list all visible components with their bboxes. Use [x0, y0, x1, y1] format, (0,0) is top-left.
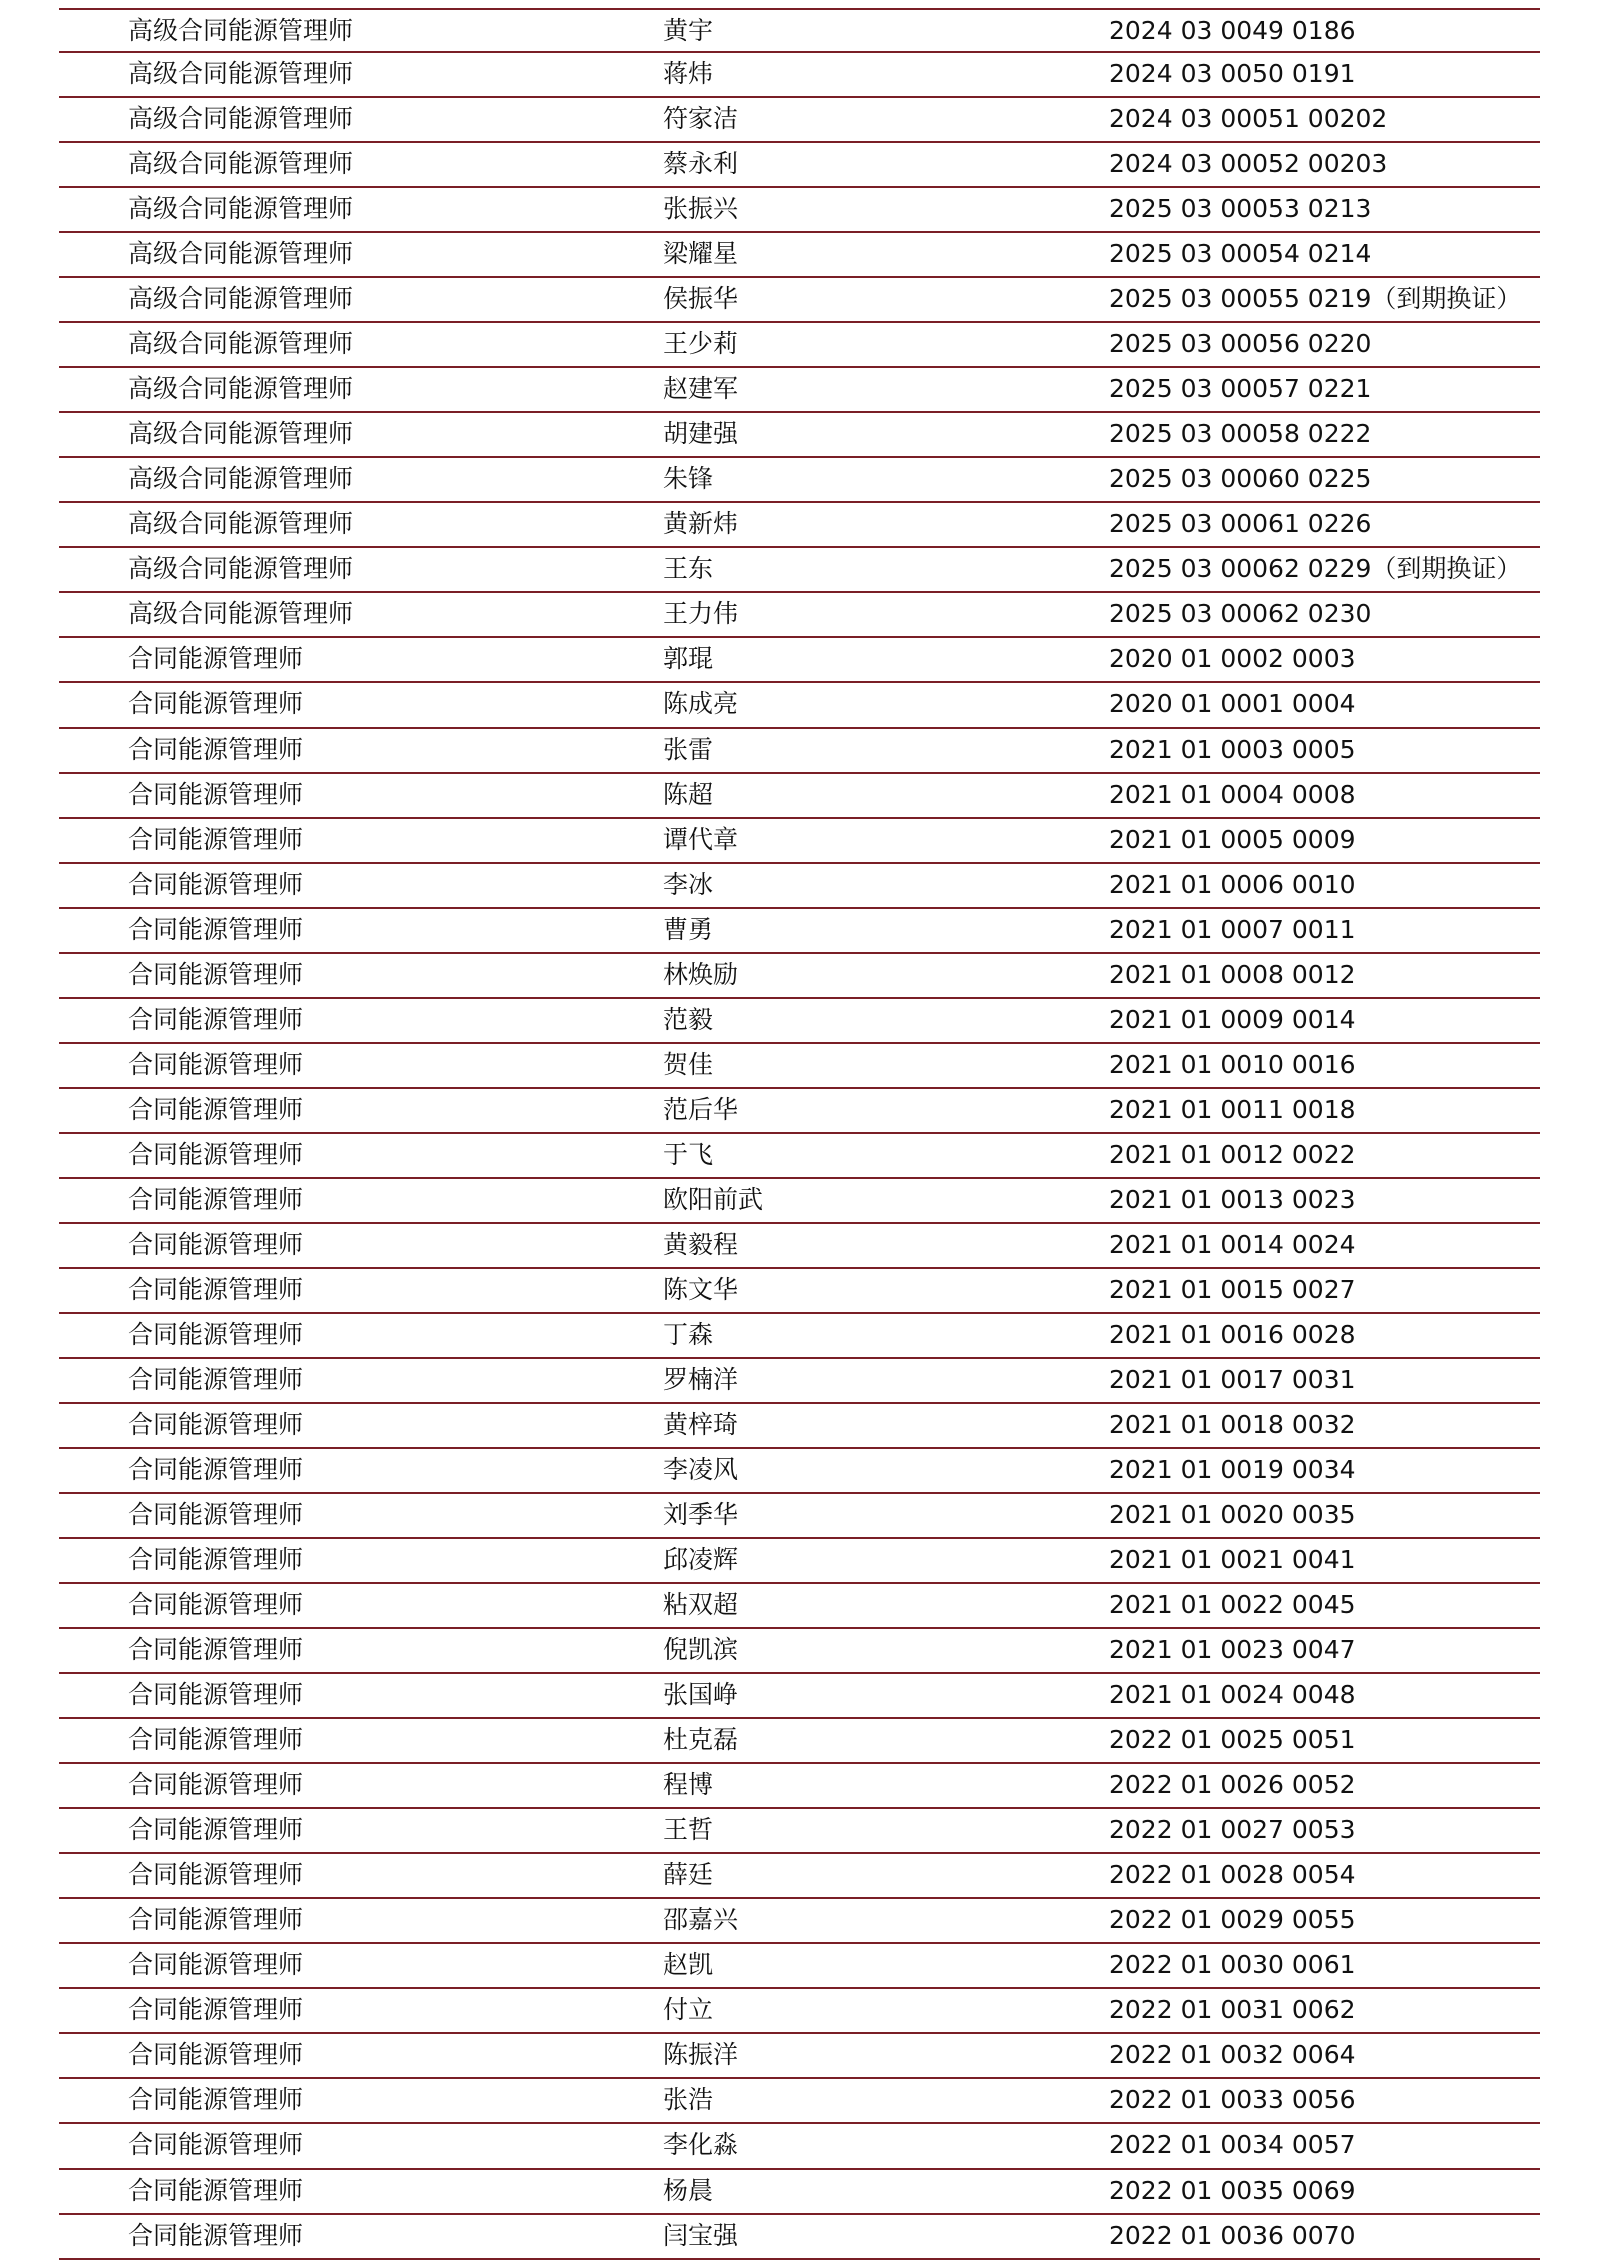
holder-name-cell: 邵嘉兴: [663, 1905, 739, 1935]
table-row: [59, 53, 1540, 98]
table-row: [59, 1809, 1540, 1854]
table-row: [59, 278, 1540, 323]
certificate-number-cell: 2025 03 00058 0222: [1109, 419, 1372, 449]
holder-name-cell: 赵凯: [663, 1950, 714, 1980]
holder-name-cell: 林焕励: [663, 959, 739, 989]
table-row: [59, 1584, 1540, 1629]
holder-name-cell: 黄新炜: [663, 509, 739, 539]
qualification-cell: 合同能源管理师: [128, 1049, 304, 1079]
table-row: [59, 593, 1540, 638]
holder-name-cell: 王少莉: [663, 329, 739, 359]
certificate-number-cell: 2021 01 0016 0028: [1109, 1319, 1356, 1349]
qualification-cell: 合同能源管理师: [128, 2220, 304, 2250]
certificate-table: [59, 8, 1540, 2260]
certificate-number-cell: 2021 01 0003 0005: [1109, 734, 1356, 764]
table-row: [59, 1044, 1540, 1089]
table-row: [59, 503, 1540, 548]
certificate-number-cell: 2021 01 0005 0009: [1109, 824, 1356, 854]
holder-name-cell: 赵建军: [663, 374, 739, 404]
table-row: [59, 548, 1540, 593]
holder-name-cell: 曹勇: [663, 914, 714, 944]
table-row: [59, 909, 1540, 954]
table-row: [59, 1449, 1540, 1494]
holder-name-cell: 粘双超: [663, 1590, 739, 1620]
certificate-number-cell: 2021 01 0015 0027: [1109, 1274, 1356, 1304]
table-row: [59, 458, 1540, 503]
certificate-number-cell: 2022 01 0025 0051: [1109, 1725, 1356, 1755]
certificate-number-cell: 2025 03 00055 0219（到期换证）: [1109, 284, 1522, 314]
holder-name-cell: 付立: [663, 1995, 714, 2025]
qualification-cell: 合同能源管理师: [128, 2130, 304, 2160]
certificate-number-cell: 2024 03 00051 00202: [1109, 104, 1388, 134]
certificate-number-cell: 2022 01 0026 0052: [1109, 1770, 1356, 1800]
holder-name-cell: 符家洁: [663, 104, 739, 134]
holder-name-cell: 王力伟: [663, 599, 739, 629]
holder-name-cell: 闫宝强: [663, 2220, 739, 2250]
table-row: [59, 1179, 1540, 1224]
qualification-cell: 合同能源管理师: [128, 2040, 304, 2070]
table-row: [59, 819, 1540, 864]
certificate-number-cell: 2022 01 0036 0070: [1109, 2220, 1356, 2250]
certificate-number-cell: 2025 03 00062 0230: [1109, 599, 1372, 629]
holder-name-cell: 张浩: [663, 2085, 714, 2115]
qualification-cell: 合同能源管理师: [128, 1635, 304, 1665]
holder-name-cell: 丁森: [663, 1319, 714, 1349]
table-row: [59, 1359, 1540, 1404]
table-row: [59, 1674, 1540, 1719]
certificate-number-cell: 2020 01 0001 0004: [1109, 689, 1356, 719]
table-row: [59, 864, 1540, 909]
qualification-cell: 高级合同能源管理师: [128, 239, 354, 269]
qualification-cell: 合同能源管理师: [128, 1319, 304, 1349]
table-row: [59, 2170, 1540, 2215]
certificate-number-cell: 2022 01 0031 0062: [1109, 1995, 1356, 2025]
holder-name-cell: 蒋炜: [663, 59, 714, 89]
holder-name-cell: 贺佳: [663, 1049, 714, 1079]
holder-name-cell: 胡建强: [663, 419, 739, 449]
certificate-number-cell: 2025 03 00061 0226: [1109, 509, 1372, 539]
holder-name-cell: 张雷: [663, 734, 714, 764]
table-row: [59, 368, 1540, 413]
certificate-number-cell: 2021 01 0004 0008: [1109, 779, 1356, 809]
table-row: [59, 954, 1540, 999]
holder-name-cell: 王东: [663, 554, 714, 584]
certificate-number-cell: 2021 01 0010 0016: [1109, 1049, 1356, 1079]
certificate-number-cell: 2021 01 0008 0012: [1109, 959, 1356, 989]
certificate-number-cell: 2022 01 0029 0055: [1109, 1905, 1356, 1935]
qualification-cell: 合同能源管理师: [128, 1770, 304, 1800]
table-row: [59, 2079, 1540, 2124]
certificate-number-cell: 2025 03 00053 0213: [1109, 194, 1372, 224]
table-row: [59, 1989, 1540, 2034]
holder-name-cell: 欧阳前武: [663, 1184, 764, 1214]
qualification-cell: 合同能源管理师: [128, 1184, 304, 1214]
qualification-cell: 合同能源管理师: [128, 1680, 304, 1710]
certificate-number-cell: 2021 01 0006 0010: [1109, 869, 1356, 899]
qualification-cell: 合同能源管理师: [128, 1995, 304, 2025]
certificate-number-cell: 2024 03 00052 00203: [1109, 149, 1388, 179]
holder-name-cell: 陈文华: [663, 1274, 739, 1304]
table-row: [59, 1539, 1540, 1584]
qualification-cell: 高级合同能源管理师: [128, 554, 354, 584]
holder-name-cell: 范后华: [663, 1094, 739, 1124]
certificate-number-cell: 2021 01 0007 0011: [1109, 914, 1356, 944]
qualification-cell: 合同能源管理师: [128, 1815, 304, 1845]
table-row: [59, 413, 1540, 458]
qualification-cell: 合同能源管理师: [128, 824, 304, 854]
table-row: [59, 2215, 1540, 2260]
table-row: [59, 1269, 1540, 1314]
qualification-cell: 高级合同能源管理师: [128, 419, 354, 449]
table-row: [59, 233, 1540, 278]
certificate-number-cell: 2024 03 0049 0186: [1109, 16, 1356, 45]
table-row: [59, 143, 1540, 188]
table-row: [59, 1854, 1540, 1899]
table-row: [59, 729, 1540, 774]
qualification-cell: 合同能源管理师: [128, 1364, 304, 1394]
qualification-cell: 合同能源管理师: [128, 2085, 304, 2115]
qualification-cell: 合同能源管理师: [128, 1229, 304, 1259]
qualification-cell: 合同能源管理师: [128, 959, 304, 989]
qualification-cell: 高级合同能源管理师: [128, 59, 354, 89]
table-row: [59, 1224, 1540, 1269]
holder-name-cell: 李冰: [663, 869, 714, 899]
certificate-number-cell: 2022 01 0033 0056: [1109, 2085, 1356, 2115]
table-row: [59, 1134, 1540, 1179]
holder-name-cell: 朱锋: [663, 464, 714, 494]
qualification-cell: 高级合同能源管理师: [128, 149, 354, 179]
table-row: [59, 683, 1540, 728]
holder-name-cell: 黄毅程: [663, 1229, 739, 1259]
holder-name-cell: 薛廷: [663, 1860, 714, 1890]
qualification-cell: 高级合同能源管理师: [128, 16, 354, 45]
qualification-cell: 高级合同能源管理师: [128, 599, 354, 629]
qualification-cell: 合同能源管理师: [128, 1139, 304, 1169]
certificate-number-cell: 2020 01 0002 0003: [1109, 644, 1356, 674]
qualification-cell: 高级合同能源管理师: [128, 329, 354, 359]
qualification-cell: 合同能源管理师: [128, 1860, 304, 1890]
certificate-number-cell: 2025 03 00056 0220: [1109, 329, 1372, 359]
qualification-cell: 合同能源管理师: [128, 1274, 304, 1304]
table-row: [59, 323, 1540, 368]
holder-name-cell: 张国峥: [663, 1680, 739, 1710]
certificate-number-cell: 2021 01 0022 0045: [1109, 1590, 1356, 1620]
certificate-number-cell: 2021 01 0023 0047: [1109, 1635, 1356, 1665]
qualification-cell: 合同能源管理师: [128, 914, 304, 944]
qualification-cell: 高级合同能源管理师: [128, 194, 354, 224]
qualification-cell: 合同能源管理师: [128, 1950, 304, 1980]
qualification-cell: 合同能源管理师: [128, 1545, 304, 1575]
certificate-number-cell: 2021 01 0009 0014: [1109, 1004, 1356, 1034]
certificate-number-cell: 2022 01 0035 0069: [1109, 2175, 1356, 2205]
certificate-number-cell: 2021 01 0018 0032: [1109, 1409, 1356, 1439]
certificate-number-cell: 2021 01 0017 0031: [1109, 1364, 1356, 1394]
table-row: [59, 188, 1540, 233]
certificate-number-cell: 2021 01 0012 0022: [1109, 1139, 1356, 1169]
certificate-number-cell: 2021 01 0024 0048: [1109, 1680, 1356, 1710]
qualification-cell: 高级合同能源管理师: [128, 104, 354, 134]
qualification-cell: 高级合同能源管理师: [128, 284, 354, 314]
holder-name-cell: 罗楠洋: [663, 1364, 739, 1394]
holder-name-cell: 蔡永利: [663, 149, 739, 179]
holder-name-cell: 陈成亮: [663, 689, 739, 719]
qualification-cell: 合同能源管理师: [128, 1590, 304, 1620]
table-row: [59, 1764, 1540, 1809]
certificate-number-cell: 2022 01 0027 0053: [1109, 1815, 1356, 1845]
certificate-number-cell: 2021 01 0019 0034: [1109, 1455, 1356, 1484]
qualification-cell: 合同能源管理师: [128, 1409, 304, 1439]
qualification-cell: 合同能源管理师: [128, 1455, 304, 1484]
certificate-number-cell: 2025 03 00057 0221: [1109, 374, 1372, 404]
table-row: [59, 999, 1540, 1044]
certificate-number-cell: 2021 01 0013 0023: [1109, 1184, 1356, 1214]
table-row: [59, 1404, 1540, 1449]
table-row: [59, 1899, 1540, 1944]
holder-name-cell: 于飞: [663, 1139, 714, 1169]
holder-name-cell: 谭代章: [663, 824, 739, 854]
qualification-cell: 合同能源管理师: [128, 779, 304, 809]
certificate-number-cell: 2025 03 00054 0214: [1109, 239, 1372, 269]
table-row: [59, 8, 1540, 53]
holder-name-cell: 黄宇: [663, 16, 714, 45]
qualification-cell: 高级合同能源管理师: [128, 374, 354, 404]
qualification-cell: 合同能源管理师: [128, 1004, 304, 1034]
certificate-number-cell: 2022 01 0028 0054: [1109, 1860, 1356, 1890]
qualification-cell: 高级合同能源管理师: [128, 509, 354, 539]
certificate-number-cell: 2022 01 0030 0061: [1109, 1950, 1356, 1980]
certificate-number-cell: 2025 03 00062 0229（到期换证）: [1109, 554, 1522, 584]
table-row: [59, 1494, 1540, 1539]
qualification-cell: 合同能源管理师: [128, 869, 304, 899]
holder-name-cell: 王哲: [663, 1815, 714, 1845]
holder-name-cell: 梁耀星: [663, 239, 739, 269]
qualification-cell: 合同能源管理师: [128, 644, 304, 674]
holder-name-cell: 程博: [663, 1770, 714, 1800]
holder-name-cell: 李凌风: [663, 1455, 739, 1484]
table-row: [59, 2034, 1540, 2079]
holder-name-cell: 范毅: [663, 1004, 714, 1034]
table-row: [59, 2124, 1540, 2169]
holder-name-cell: 侯振华: [663, 284, 739, 314]
certificate-number-cell: 2021 01 0021 0041: [1109, 1545, 1356, 1575]
certificate-number-cell: 2025 03 00060 0225: [1109, 464, 1372, 494]
holder-name-cell: 郭琨: [663, 644, 714, 674]
certificate-number-cell: 2021 01 0014 0024: [1109, 1229, 1356, 1259]
holder-name-cell: 杜克磊: [663, 1725, 739, 1755]
table-row: [59, 1719, 1540, 1764]
qualification-cell: 合同能源管理师: [128, 1094, 304, 1124]
qualification-cell: 合同能源管理师: [128, 1500, 304, 1530]
holder-name-cell: 邱凌辉: [663, 1545, 739, 1575]
qualification-cell: 高级合同能源管理师: [128, 464, 354, 494]
certificate-number-cell: 2024 03 0050 0191: [1109, 59, 1356, 89]
certificate-number-cell: 2022 01 0032 0064: [1109, 2040, 1356, 2070]
holder-name-cell: 刘季华: [663, 1500, 739, 1530]
holder-name-cell: 陈超: [663, 779, 714, 809]
qualification-cell: 合同能源管理师: [128, 734, 304, 764]
qualification-cell: 合同能源管理师: [128, 1725, 304, 1755]
holder-name-cell: 张振兴: [663, 194, 739, 224]
certificate-number-cell: 2021 01 0011 0018: [1109, 1094, 1356, 1124]
holder-name-cell: 倪凯滨: [663, 1635, 739, 1665]
holder-name-cell: 杨晨: [663, 2175, 714, 2205]
qualification-cell: 合同能源管理师: [128, 689, 304, 719]
qualification-cell: 合同能源管理师: [128, 2175, 304, 2205]
table-row: [59, 1089, 1540, 1134]
certificate-number-cell: 2022 01 0034 0057: [1109, 2130, 1356, 2160]
table-row: [59, 98, 1540, 143]
holder-name-cell: 陈振洋: [663, 2040, 739, 2070]
table-row: [59, 1629, 1540, 1674]
qualification-cell: 合同能源管理师: [128, 1905, 304, 1935]
holder-name-cell: 李化淼: [663, 2130, 739, 2160]
table-row: [59, 1944, 1540, 1989]
table-row: [59, 774, 1540, 819]
table-row: [59, 1314, 1540, 1359]
table-row: [59, 638, 1540, 683]
holder-name-cell: 黄梓琦: [663, 1409, 739, 1439]
certificate-number-cell: 2021 01 0020 0035: [1109, 1500, 1356, 1530]
